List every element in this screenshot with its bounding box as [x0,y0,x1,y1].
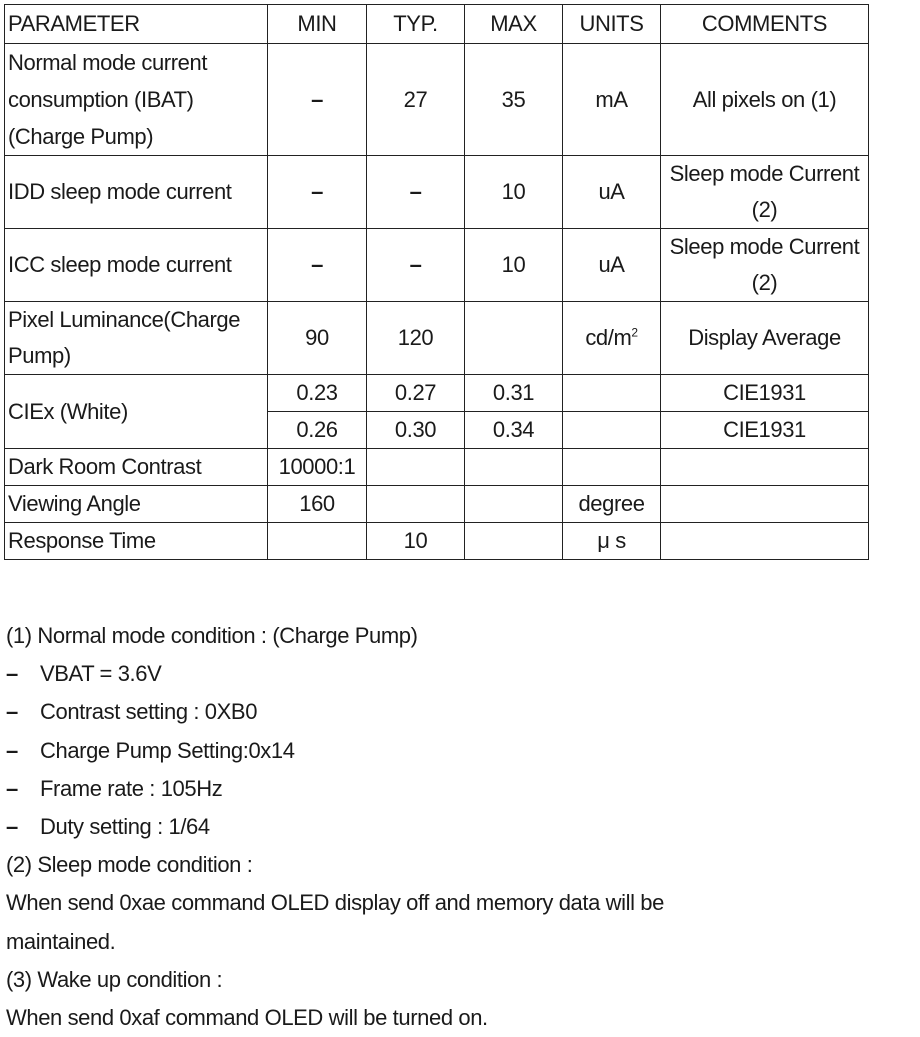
parameter-cell: ICC sleep mode current [5,229,268,302]
units-cell [563,302,661,375]
min-cell: 10000:1 [268,449,367,486]
typ-cell: – [367,229,465,302]
units-cell: uA [563,156,661,229]
note-1-item [6,732,664,770]
max-cell [465,486,563,523]
max-cell: 35 [465,44,563,156]
typ-cell [367,449,465,486]
typ-cell: 0.27 [367,375,465,412]
note-1-item [6,770,664,808]
comment-line: Sleep mode Current [669,161,860,186]
table-row [5,523,869,560]
units-cell [563,412,661,449]
parameter-cell: IDD sleep mode current [5,156,268,229]
typ-cell: 10 [367,523,465,560]
min-cell: 0.26 [268,412,367,449]
min-cell: 160 [268,486,367,523]
comments-cell [661,156,869,229]
note-item-text: Duty setting : 1/64 [40,813,210,839]
bullet-dash: – [6,813,18,839]
min-cell: – [268,156,367,229]
table-row [5,156,869,229]
units-cell: μ s [563,523,661,560]
note-item-text: VBAT = 3.6V [40,661,162,687]
comments-cell [661,449,869,486]
max-cell [465,302,563,375]
note-3-title: (3) Wake up condition : [6,966,223,992]
typ-cell: 120 [367,302,465,375]
header-parameter: PARAMETER [5,5,268,44]
comments-cell: CIE1931 [661,412,869,449]
units-superscript: 2 [631,325,638,340]
note-1-title: (1) Normal mode condition : (Charge Pump) [6,623,418,648]
note-item-text: Contrast setting : 0XB0 [40,699,258,725]
parameter-line: Pump) [8,343,71,368]
table-row [5,449,869,486]
note-1-item [6,693,664,731]
bullet-dash: – [6,775,18,801]
min-cell: – [268,44,367,156]
table-row [5,229,869,302]
note-item-text: Charge Pump Setting:0x14 [40,737,295,763]
min-cell: 0.23 [268,375,367,412]
header-units: UNITS [563,5,661,44]
header-min: MIN [268,5,367,44]
max-cell [465,449,563,486]
min-cell [268,523,367,560]
max-cell [465,523,563,560]
notes-section [6,617,664,1037]
units-cell [563,449,661,486]
comments-cell: Display Average [661,302,869,375]
units-base: cd/m [585,325,632,350]
min-cell: 90 [268,302,367,375]
bullet-dash: – [6,737,18,763]
note-3-text: When send 0xaf command OLED will be turned on. [6,1004,488,1030]
note-item-text: Frame rate : 105Hz [40,775,223,801]
units-cell: degree [563,486,661,523]
parameter-line: Normal mode current [8,50,208,75]
parameter-cell: CIEx (White) [5,375,268,449]
bullet-dash: – [6,699,18,725]
comment-line: (2) [751,270,778,295]
header-max: MAX [465,5,563,44]
units-cell: uA [563,229,661,302]
comments-cell: CIE1931 [661,375,869,412]
parameter-cell: Viewing Angle [5,486,268,523]
max-cell: 0.31 [465,375,563,412]
max-cell: 10 [465,229,563,302]
parameter-cell: Response Time [5,523,268,560]
parameter-line: (Charge Pump) [8,124,154,149]
note-2-text: When send 0xae command OLED display off and memory data will be [6,890,664,916]
typ-cell: 0.30 [367,412,465,449]
comment-line: Sleep mode Current [669,234,860,259]
parameter-line: Pixel Luminance(Charge [8,307,241,332]
note-2-text: maintained. [6,928,116,954]
max-cell: 0.34 [465,412,563,449]
typ-cell [367,486,465,523]
parameter-cell: Dark Room Contrast [5,449,268,486]
units-cell: mA [563,44,661,156]
table-row [5,44,869,156]
typ-cell: 27 [367,44,465,156]
units-cell [563,375,661,412]
parameter-cell [5,302,268,375]
header-typ: TYP. [367,5,465,44]
electrical-characteristics-table [4,4,869,560]
parameter-cell [5,44,268,156]
note-2-title: (2) Sleep mode condition : [6,852,253,878]
table-row [5,375,869,412]
comments-cell [661,523,869,560]
max-cell: 10 [465,156,563,229]
table-row [5,302,869,375]
comments-cell [661,486,869,523]
bullet-dash: – [6,661,18,687]
note-1-item [6,655,664,693]
comments-cell: All pixels on (1) [661,44,869,156]
header-comments: COMMENTS [661,5,869,44]
table-header-row [5,5,869,44]
comments-cell [661,229,869,302]
note-1-item [6,808,664,846]
comment-line: (2) [751,197,778,222]
parameter-line: consumption (IBAT) [8,87,194,112]
min-cell: – [268,229,367,302]
table-row [5,486,869,523]
typ-cell: – [367,156,465,229]
